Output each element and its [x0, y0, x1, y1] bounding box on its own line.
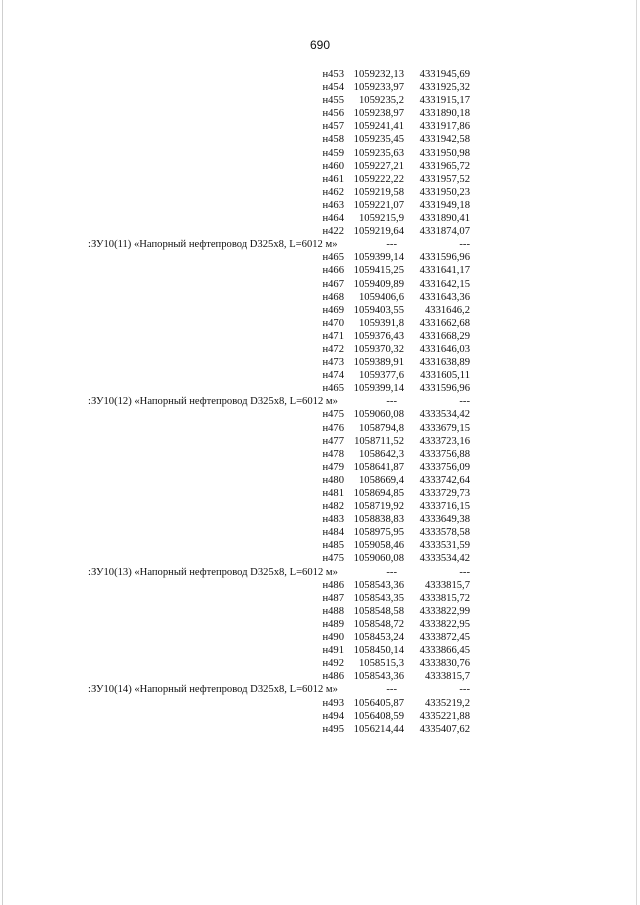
table-row	[0, 147, 640, 160]
point-id: н465	[322, 252, 344, 264]
x-placeholder: ---	[386, 566, 397, 578]
y-coordinate: 4333723,16	[419, 435, 470, 447]
y-coordinate: 4333729,73	[419, 488, 470, 499]
x-coordinate: 1056408,59	[353, 710, 404, 722]
table-row	[0, 552, 640, 565]
y-coordinate: 4331642,15	[419, 278, 470, 290]
x-placeholder: ---	[386, 239, 397, 251]
section-caption: :ЗУ10(13) «Напорный нефтепровод D325x8, L=6012 м»	[88, 566, 338, 578]
point-id: н492	[322, 658, 344, 670]
y-coordinate: 4331950,98	[419, 147, 470, 159]
table-row	[0, 657, 640, 670]
x-coordinate: 1059399,14	[353, 252, 404, 264]
x-coordinate: 1059415,25	[353, 265, 404, 277]
table-row	[0, 670, 640, 683]
table-row	[0, 618, 640, 631]
y-coordinate: 4333578,58	[419, 527, 470, 539]
y-placeholder: ---	[459, 396, 470, 408]
point-id: н462	[322, 186, 344, 198]
point-id: н486	[322, 671, 344, 683]
y-coordinate: 4335407,62	[419, 723, 470, 735]
x-coordinate: 1059370,32	[353, 343, 404, 355]
y-coordinate: 4331646,03	[419, 343, 470, 355]
table-row	[0, 317, 640, 330]
y-coordinate: 4331890,18	[419, 108, 470, 120]
x-coordinate: 1058794,8	[358, 422, 404, 434]
table-row	[0, 68, 640, 81]
x-coordinate: 1059060,08	[353, 409, 404, 421]
y-coordinate: 4333822,99	[419, 605, 470, 617]
point-id: н456	[322, 108, 344, 120]
y-coordinate: 4331874,07	[419, 226, 470, 238]
x-coordinate: 1058453,24	[353, 632, 404, 644]
x-placeholder: ---	[386, 684, 397, 696]
x-coordinate: 1059235,45	[353, 134, 404, 146]
section-caption: :ЗУ10(12) «Напорный нефтепровод D325x8, L=6012 м»	[88, 396, 338, 408]
y-placeholder: ---	[459, 239, 470, 251]
y-coordinate: 4335221,88	[419, 710, 470, 722]
point-id: н457	[322, 121, 344, 133]
x-coordinate: 1059403,55	[353, 304, 404, 316]
x-coordinate: 1058641,87	[353, 461, 404, 473]
point-id: н466	[322, 265, 344, 277]
y-coordinate: 4331925,32	[419, 82, 470, 94]
x-coordinate: 1056214,44	[353, 723, 404, 735]
table-row	[0, 644, 640, 657]
x-coordinate: 1058548,72	[353, 618, 404, 630]
y-coordinate: 4333756,88	[419, 448, 470, 460]
table-row	[0, 330, 640, 343]
y-coordinate: 4331662,68	[419, 317, 470, 329]
x-coordinate: 1059399,14	[353, 383, 404, 395]
point-id: н459	[322, 147, 344, 159]
point-id: н460	[322, 160, 344, 172]
table-row	[0, 133, 640, 146]
point-id: н488	[322, 605, 344, 617]
table-row	[0, 369, 640, 382]
table-row	[0, 251, 640, 264]
point-id: н474	[322, 370, 344, 382]
y-coordinate: 4331646,2	[424, 304, 470, 316]
page-number: 690	[309, 38, 331, 52]
point-id: н422	[322, 226, 344, 238]
y-coordinate: 4333756,09	[419, 461, 470, 473]
table-row	[0, 160, 640, 173]
point-id: н471	[322, 330, 344, 342]
table-row	[0, 225, 640, 238]
y-coordinate: 4331965,72	[419, 160, 470, 172]
point-id: н473	[322, 357, 344, 369]
table-row	[0, 710, 640, 723]
x-coordinate: 1059406,6	[358, 291, 404, 303]
point-id: н455	[322, 95, 344, 107]
point-id: н494	[322, 710, 344, 722]
table-row	[0, 264, 640, 277]
section-caption: :ЗУ10(14) «Напорный нефтепровод D325x8, L=6012 м»	[88, 684, 338, 696]
table-row	[0, 186, 640, 199]
table-row	[0, 487, 640, 500]
table-row	[0, 343, 640, 356]
table-row	[0, 173, 640, 186]
x-coordinate: 1058711,52	[354, 435, 404, 447]
point-id: н485	[322, 540, 344, 552]
y-coordinate: 4333815,7	[424, 671, 470, 683]
y-coordinate: 4333534,42	[419, 553, 470, 565]
point-id: н467	[322, 278, 344, 290]
point-id: н477	[322, 435, 344, 447]
y-coordinate: 4333830,76	[419, 658, 470, 670]
y-coordinate: 4331596,96	[419, 252, 470, 264]
table-row	[0, 304, 640, 317]
y-placeholder: ---	[459, 684, 470, 696]
point-id: н490	[322, 632, 344, 644]
x-coordinate: 1059391,8	[358, 317, 404, 329]
section-header-row	[0, 395, 640, 408]
x-coordinate: 1059058,46	[353, 540, 404, 552]
section-header-row	[0, 566, 640, 579]
table-row	[0, 408, 640, 421]
y-coordinate: 4331942,58	[419, 134, 470, 146]
table-row	[0, 539, 640, 552]
y-coordinate: 4331949,18	[419, 199, 470, 211]
table-row	[0, 278, 640, 291]
y-coordinate: 4331950,23	[419, 186, 470, 198]
table-row	[0, 435, 640, 448]
y-coordinate: 4331596,96	[419, 383, 470, 395]
x-coordinate: 1059233,97	[353, 82, 404, 94]
x-coordinate: 1059377,6	[358, 370, 404, 382]
y-coordinate: 4333531,59	[419, 540, 470, 552]
y-coordinate: 4331915,17	[419, 95, 470, 107]
table-row	[0, 81, 640, 94]
point-id: н491	[322, 645, 344, 657]
point-id: н487	[322, 592, 344, 604]
y-coordinate: 4333716,15	[419, 501, 470, 513]
point-id: н461	[322, 173, 344, 185]
point-id: н480	[322, 474, 344, 486]
point-id: н470	[322, 317, 344, 329]
table-row	[0, 631, 640, 644]
x-coordinate: 1058975,95	[353, 527, 404, 539]
y-coordinate: 4331638,89	[419, 357, 470, 369]
x-coordinate: 1058642,3	[358, 448, 404, 460]
point-id: н465	[322, 383, 344, 395]
point-id: н453	[322, 69, 344, 80]
y-coordinate: 4333872,45	[419, 632, 470, 644]
table-row	[0, 94, 640, 107]
point-id: н475	[322, 553, 344, 565]
x-coordinate: 1059235,2	[358, 95, 404, 107]
table-row	[0, 474, 640, 487]
point-id: н463	[322, 199, 344, 211]
x-coordinate: 1059219,58	[353, 186, 404, 198]
point-id: н464	[322, 213, 344, 225]
table-row	[0, 723, 640, 736]
table-row	[0, 212, 640, 225]
y-coordinate: 4335219,2	[424, 697, 470, 709]
table-row	[0, 513, 640, 526]
point-id: н478	[322, 448, 344, 460]
section-caption: :ЗУ10(11) «Напорный нефтепровод D325x8, L=6012 м»	[88, 239, 338, 251]
y-coordinate: 4331668,29	[419, 330, 470, 342]
point-id: н472	[322, 343, 344, 355]
x-coordinate: 1058543,36	[353, 671, 404, 683]
point-id: н481	[322, 488, 344, 499]
point-id: н486	[322, 579, 344, 591]
table-row	[0, 500, 640, 513]
x-coordinate: 1058450,14	[353, 645, 404, 657]
x-coordinate: 1059222,22	[353, 173, 404, 185]
y-coordinate: 4331643,36	[419, 291, 470, 303]
table-row	[0, 697, 640, 710]
x-coordinate: 1058543,35	[353, 592, 404, 604]
y-coordinate: 4333866,45	[419, 645, 470, 657]
point-id: н475	[322, 409, 344, 421]
x-coordinate: 1059241,41	[353, 121, 404, 133]
x-coordinate: 1059227,21	[353, 160, 404, 172]
y-coordinate: 4331917,86	[419, 121, 470, 133]
x-coordinate: 1059060,08	[353, 553, 404, 565]
point-id: н476	[322, 422, 344, 434]
x-coordinate: 1059215,9	[358, 213, 404, 225]
y-coordinate: 4331890,41	[419, 213, 470, 225]
x-coordinate: 1058669,4	[358, 474, 404, 486]
point-id: н454	[322, 82, 344, 94]
table-row	[0, 579, 640, 592]
table-row	[0, 461, 640, 474]
point-id: н482	[322, 501, 344, 513]
table-row	[0, 448, 640, 461]
point-id: н458	[322, 134, 344, 146]
x-coordinate: 1059389,91	[353, 357, 404, 369]
y-coordinate: 4333822,95	[419, 618, 470, 630]
x-placeholder: ---	[386, 396, 397, 408]
x-coordinate: 1058694,85	[353, 488, 404, 499]
point-id: н484	[322, 527, 344, 539]
x-coordinate: 1059219,64	[353, 226, 404, 238]
x-coordinate: 1059221,07	[353, 199, 404, 211]
table-row	[0, 120, 640, 133]
point-id: н489	[322, 618, 344, 630]
table-row	[0, 382, 640, 395]
y-coordinate: 4331945,69	[419, 69, 470, 80]
x-coordinate: 1059376,43	[353, 330, 404, 342]
x-coordinate: 1059235,63	[353, 147, 404, 159]
x-coordinate: 1059232,13	[353, 69, 404, 80]
section-header-row	[0, 238, 640, 251]
y-coordinate: 4333815,72	[419, 592, 470, 604]
y-placeholder: ---	[459, 566, 470, 578]
x-coordinate: 1058515,3	[358, 658, 404, 670]
point-id: н469	[322, 304, 344, 316]
point-id: н483	[322, 514, 344, 526]
table-row	[0, 199, 640, 212]
y-coordinate: 4331605,11	[420, 370, 470, 382]
point-id: н495	[322, 723, 344, 735]
x-coordinate: 1058719,92	[353, 501, 404, 513]
y-coordinate: 4331957,52	[419, 173, 470, 185]
y-coordinate: 4333679,15	[419, 422, 470, 434]
coordinates-table	[0, 68, 640, 736]
table-row	[0, 291, 640, 304]
table-row	[0, 605, 640, 618]
point-id: н479	[322, 461, 344, 473]
y-coordinate: 4333815,7	[424, 579, 470, 591]
x-coordinate: 1058838,83	[353, 514, 404, 526]
x-coordinate: 1058543,36	[353, 579, 404, 591]
section-header-row	[0, 683, 640, 696]
y-coordinate: 4331641,17	[419, 265, 470, 277]
table-row	[0, 356, 640, 369]
table-row	[0, 422, 640, 435]
y-coordinate: 4333742,64	[419, 474, 470, 486]
x-coordinate: 1056405,87	[353, 697, 404, 709]
table-row	[0, 526, 640, 539]
y-coordinate: 4333649,38	[419, 514, 470, 526]
x-coordinate: 1058548,58	[353, 605, 404, 617]
y-coordinate: 4333534,42	[419, 409, 470, 421]
point-id: н493	[322, 697, 344, 709]
x-coordinate: 1059238,97	[353, 108, 404, 120]
point-id: н468	[322, 291, 344, 303]
table-row	[0, 592, 640, 605]
table-row	[0, 107, 640, 120]
x-coordinate: 1059409,89	[353, 278, 404, 290]
